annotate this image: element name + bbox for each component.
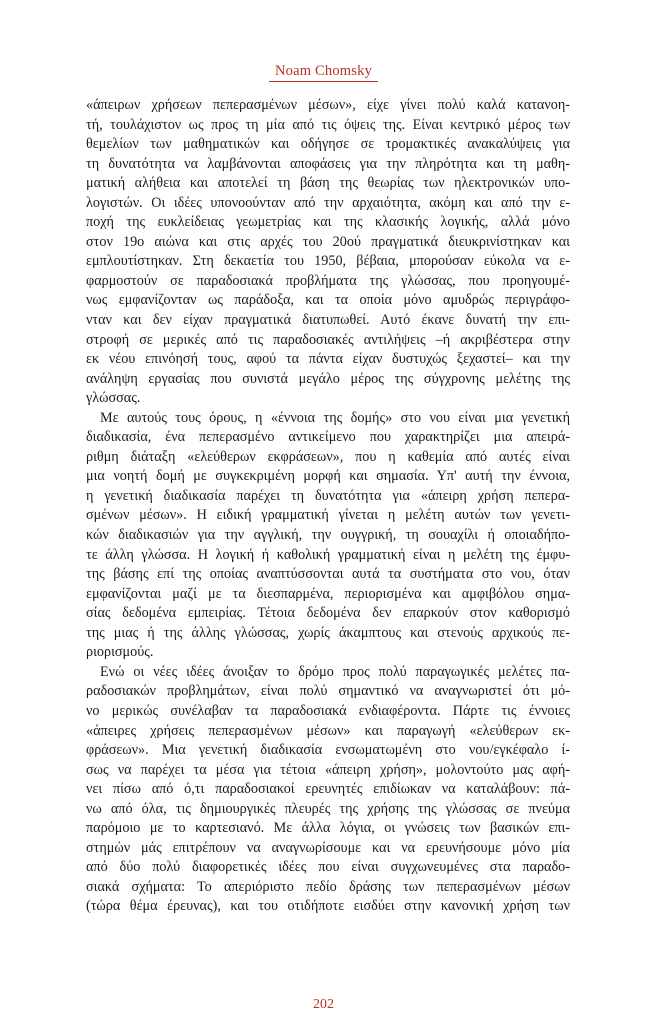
text-line: παρόμοιο με το καρτεσιανό. Με άλλα λόγια, οι γνώσεις των βασικών επι- [86,820,570,837]
text-line: Ενώ οι νέες ιδέες άνοιξαν το δρόμο προς πολύ παραγωγικές μελέτες πα- [100,663,570,680]
text-line: Με αυτούς τους όρους, η «έννοια της δομής» στο νου είναι μια γενετική [100,409,570,426]
text-line: (τώρα θέμα έρευνας), και του οτιδήποτε εισδύει στην κανονική χρήση των [86,898,570,915]
text-line: μια νοητή δομή με συγκεκριμένη μορφή και σημασία. Υπ' αυτή την έννοια, [86,468,570,485]
text-line: τη δυνατότητα να λαμβάνονται αποφάσεις για την πληρότητα και τη μαθη- [86,155,570,172]
text-line: τή, τουλάχιστον ως προς τη μία από τις όψεις της. Είναι κεντρικό μέρος των [86,116,570,133]
text-line: κών διαδικασιών για την αγγλική, την ουγγρική, τη σουαχίλι ή οποιαδήπο- [86,527,570,544]
text-line: νως εμφανίζονταν ως παράδοξα, και τα οποία μόνο αμυδρώς περιγράφο- [86,292,570,309]
text-line: ανάληψη εργασίας που συνιστά μεγάλο μέρος της σύγχρονης μελέτης της [86,370,570,387]
text-line: σμένων μέσων». Η ειδική γραμματική γίνεται η μελέτη αυτών των γενετι- [86,507,570,524]
paragraph [86,96,570,409]
text-line: «άπειρων χρήσεων πεπερασμένων μέσων», είχε γίνει πολύ καλά κατανοη- [86,97,570,113]
text-line: στον 19ο αιώνα και στις αρχές του 20ού πραγματικά διευκρινίστηκαν και [86,233,570,250]
text-line: φράσεων». Μια γενετική διαδικασία ενσωματωμένη στο νου/εγκέφαλο ί- [86,742,570,759]
text-line: τε άλλη γλώσσα. Η λογική ή καθολική γραμματική είναι η μελέτη της έμφυ- [86,546,570,563]
text-line: εκ νέου επινόησή τους, αφού τα πάντα είχαν δυστυχώς ξεχαστεί– και την [86,351,570,368]
text-line: εμφανίζονται μαζί με τα διεσπαρμένα, περιορισμένα και αμφιβόλου σημα- [86,585,570,602]
text-line: της μιας ή της άλλης γλώσσας, χωρίς άκαμπτους και στενούς αρχικούς πε- [86,624,570,641]
body-text [86,96,570,917]
text-line: θεμελίων των μαθηματικών και οδήγησε σε τρομακτικές ανακαλύψεις για [86,136,570,153]
text-line: φαρμοστούν σε παραδοσιακά προβλήματα της γλώσσας, που προηγουμέ- [86,272,570,289]
page-number: 202 [313,997,334,1012]
text-line: γλώσσας. [86,390,141,407]
running-head-author: Noam Chomsky [269,63,378,82]
text-line: ματική αλήθεια και αποτελεί τη βάση της θεωρίας των ηλεκτρονικών υπο- [86,175,570,192]
text-line: σίας δεδομένα εμπειρίας. Τέτοια δεδομένα δεν επαρκούν στον καθορισμό [86,605,570,622]
text-line: η γενετική διαδικασία παρέχει τη δυνατότητα για «άπειρη χρήση πεπερα- [86,487,570,504]
text-line: σως να παρέχει τα μέσα για τέτοια «άπειρη χρήση», μολοντούτο μας αφή- [86,761,570,778]
paragraph [86,663,570,917]
text-line: νει πίσω από ό,τι παραδοσιακοί ερευνητές επιδίωκαν να καταλάβουν: πά- [86,781,570,798]
text-line: από δύο πολύ διαφορετικές ιδέες που είναι συγχωνευμένες στα παραδο- [86,859,570,876]
paragraph [86,409,570,663]
text-line: λογιστών. Οι ιδέες υπονοούνταν από την αρχαιότητα, ακόμη και από την ε- [86,194,570,211]
text-line: νω από όλα, τις δημιουργικές πλευρές της χρήσης της γλώσσας σε πνεύμα [86,800,570,817]
text-line: ραδοσιακών προβλημάτων, είναι πολύ σημαντικό να αναγνωριστεί ότι μό- [86,683,570,700]
text-line: νο μερικώς συνέλαβαν τα παραδοσιακά ενδιαφέροντα. Πάρτε τις έννοιες [86,702,570,719]
text-line: ριθμη διάταξη «ελεύθερων εκφράσεων», που η καθεμία από αυτές είναι [86,448,570,465]
text-line: εμπλουτίστηκαν. Στη δεκαετία του 1950, βέβαια, μπορούσαν εύκολα να ε- [86,253,570,270]
text-line: στημών μάς επιτρέπουν να αναγνωρίσουμε και να ερευνήσουμε μόνο μία [86,839,570,856]
text-line: ριορισμούς. [86,644,154,661]
text-line: ποχή της ευκλείδειας γεωμετρίας και της κλασικής λογικής, αλλά μόνο [86,214,570,231]
text-line: «άπειρες χρήσεις πεπερασμένων μέσων» και παραγωγή «ελεύθερων εκ- [86,722,570,739]
text-line: νταν και δεν είχαν πραγματικά διατυπωθεί. Αυτό έκανε δυνατή την επι- [86,312,570,329]
text-line: στροφή σε μερικές από τις παραδοσιακές αντιλήψεις –ή ακριβέστερα στην [86,331,570,348]
text-line: σιακά σχήματα: Το απεριόριστο πεδίο δράσης των πεπερασμένων μέσων [86,878,570,895]
running-head [0,62,647,82]
text-line: της βάσης επί της οποίας αναπτύσσονται αυτά τα συστήματα στο νου, όταν [86,566,570,583]
text-line: διαδικασία, ένα πεπερασμένο αντικείμενο που χαρακτηρίζει μια απειρά- [86,429,570,446]
